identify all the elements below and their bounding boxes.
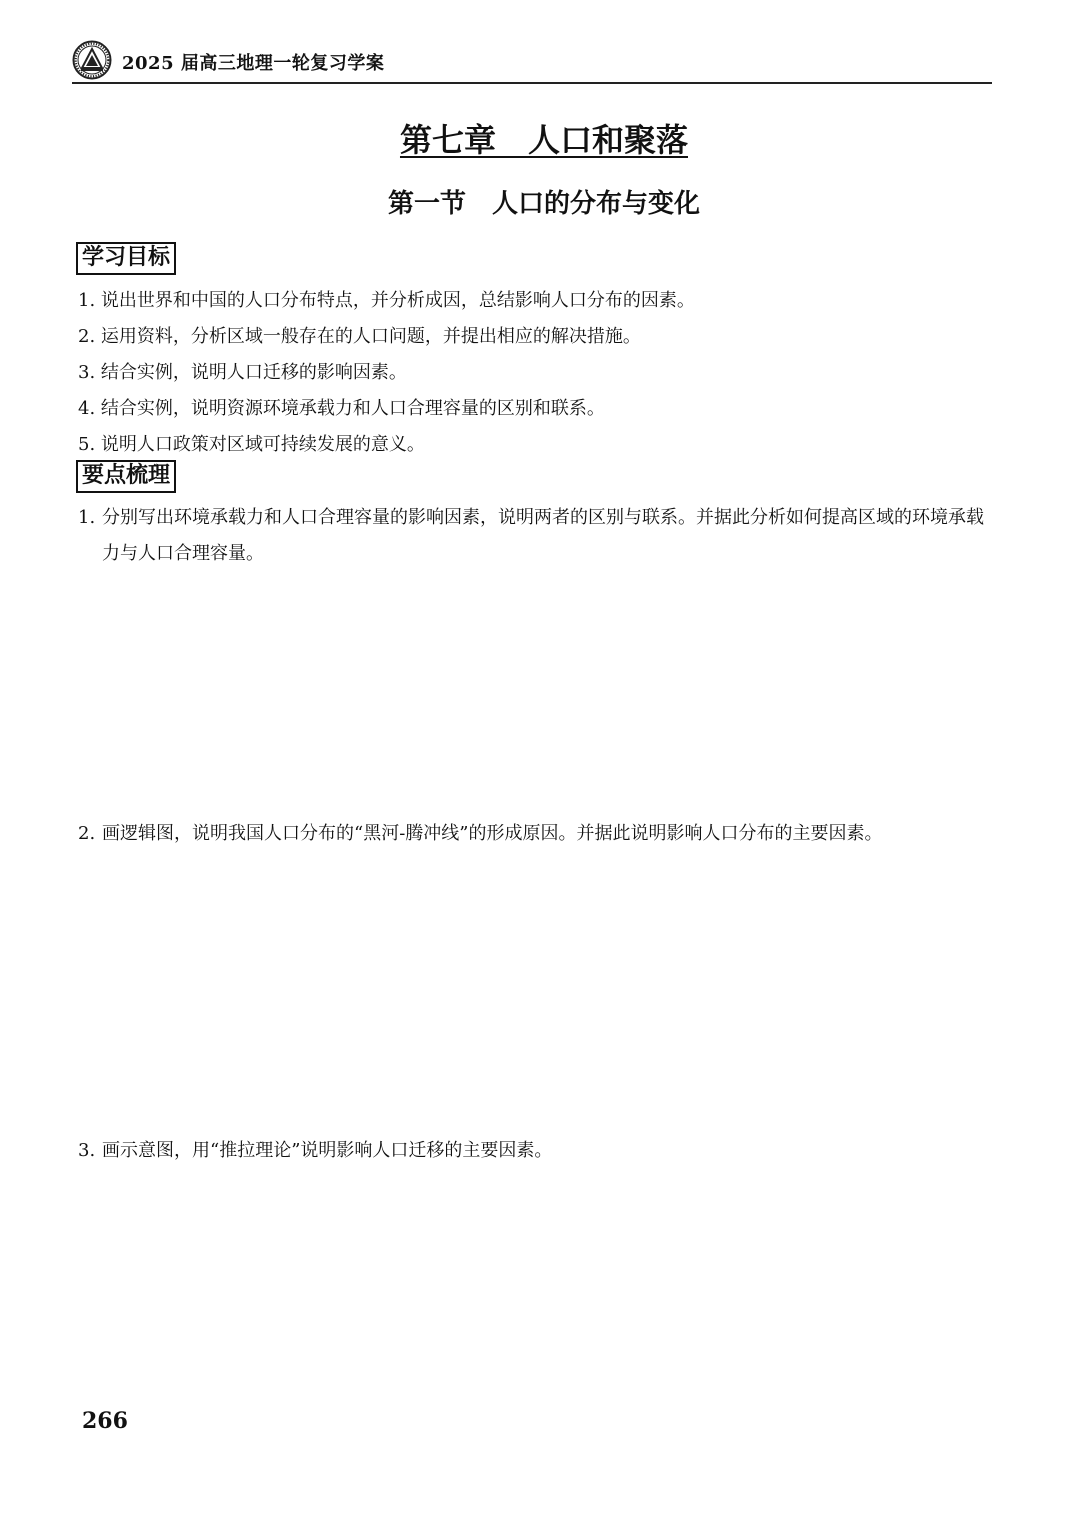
section-title: 第一节 人口的分布与变化 xyxy=(387,189,700,219)
key-points-heading: 要点梳理 xyxy=(76,460,176,493)
objective-item: 4. 结合实例，说明资源环境承载力和人口合理容量的区别和联系。 xyxy=(78,398,605,419)
question-1 xyxy=(78,500,998,572)
header-title: 2025 届高三地理一轮复习学案 xyxy=(122,53,385,74)
question-text: 分别写出环境承载力和人口合理容量的影响因素，说明两者的区别与联系。并据此分析如何提高区域的环境承载力与人口合理容量。 xyxy=(102,507,984,564)
question-3 xyxy=(78,1133,998,1169)
header-divider xyxy=(72,82,992,84)
learning-objectives-list xyxy=(78,283,998,463)
school-emblem-icon xyxy=(72,40,112,80)
learning-objectives-heading: 学习目标 xyxy=(76,242,176,275)
question-number: 1. xyxy=(78,507,96,528)
objective-item: 5. 说明人口政策对区域可持续发展的意义。 xyxy=(78,434,425,455)
question-text: 画逻辑图，说明我国人口分布的“黑河-腾冲线”的形成原因。并据此说明影响人口分布的主要因素。 xyxy=(102,823,883,844)
question-number: 3. xyxy=(78,1140,96,1161)
objective-item: 2. 运用资料，分析区域一般存在的人口问题，并提出相应的解决措施。 xyxy=(78,326,641,347)
chapter-title-text: 第七章 人口和聚落 xyxy=(399,121,688,159)
question-number: 2. xyxy=(78,823,96,844)
objective-item: 3. 结合实例，说明人口迁移的影响因素。 xyxy=(78,362,407,383)
chapter-title xyxy=(0,115,1088,161)
question-text: 画示意图，用“推拉理论”说明影响人口迁移的主要因素。 xyxy=(102,1140,553,1161)
page-number: 266 xyxy=(82,1408,128,1434)
question-2 xyxy=(78,816,998,852)
objective-item: 1. 说出世界和中国的人口分布特点，并分析成因，总结影响人口分布的因素。 xyxy=(78,290,695,311)
page-header xyxy=(72,40,992,84)
